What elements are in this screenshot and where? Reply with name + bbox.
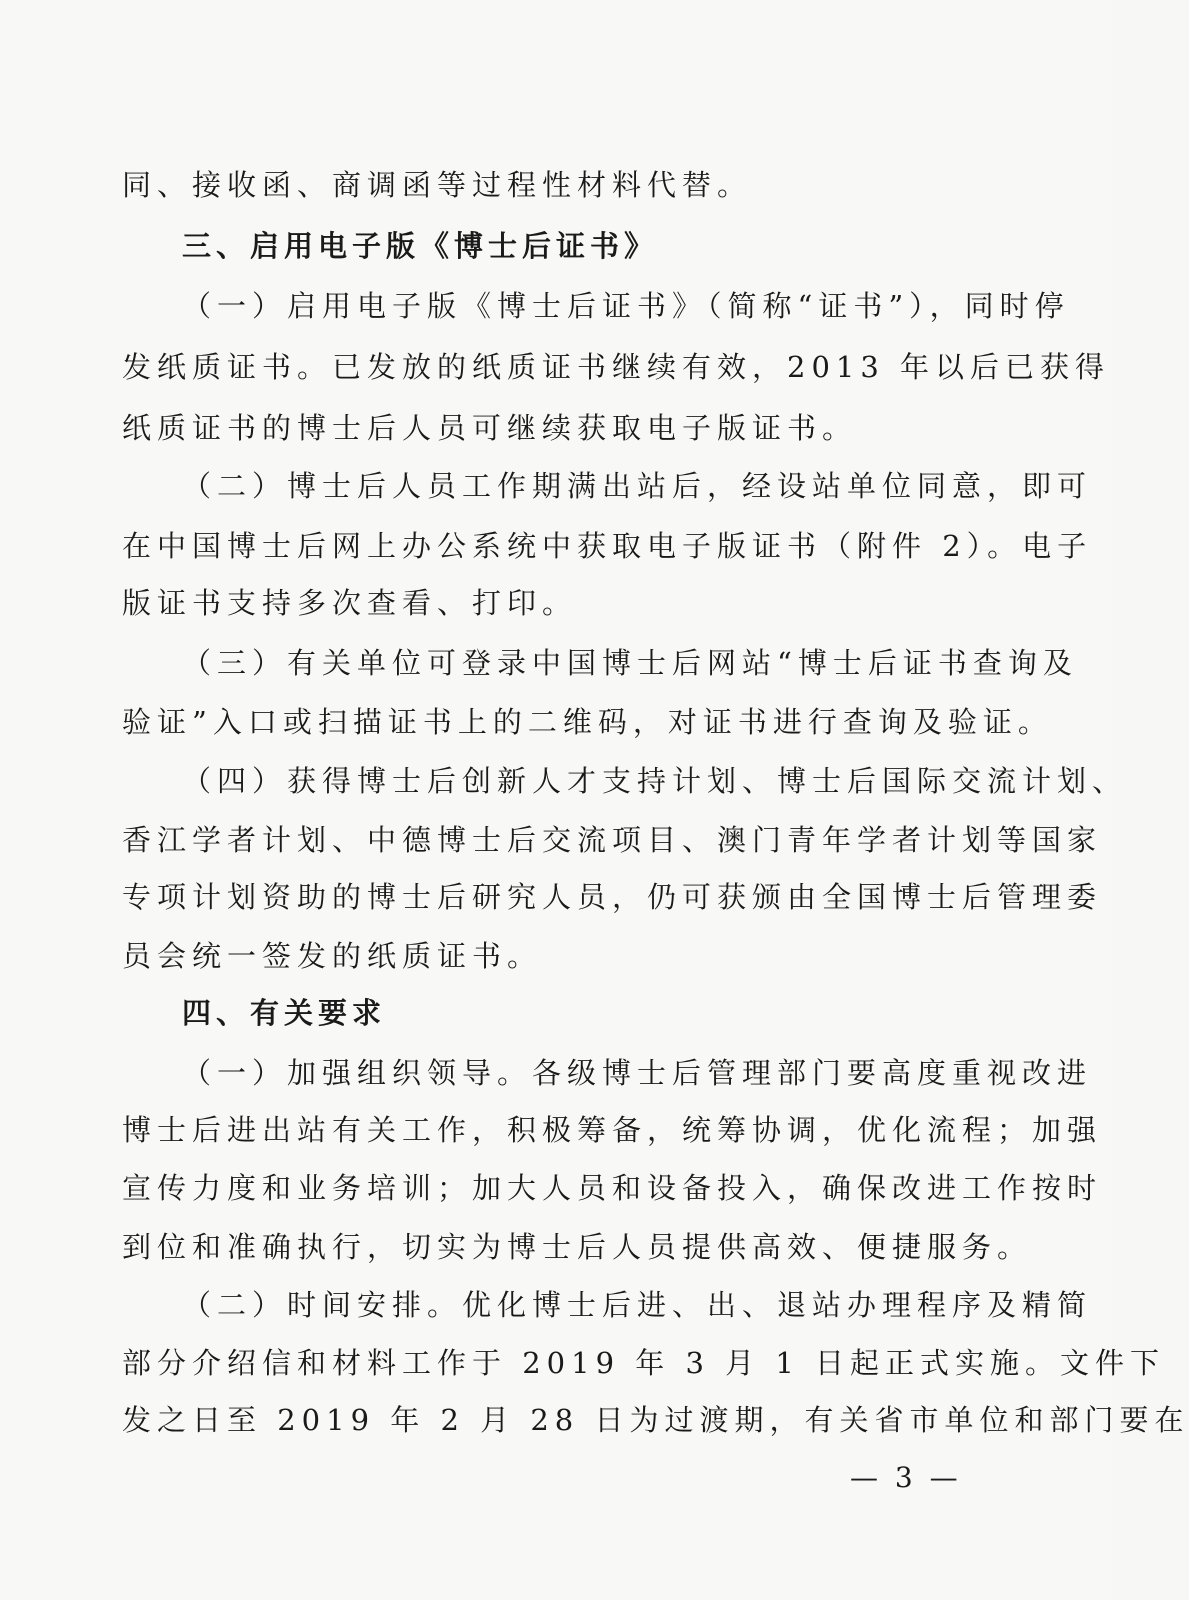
body-line: 验证”入口或扫描证书上的二维码，对证书进行查询及验证。 xyxy=(122,705,1053,739)
section-heading: 三、启用电子版《博士后证书》 xyxy=(182,229,659,263)
body-line: （二）时间安排。优化博士后进、出、退站办理程序及精简 xyxy=(182,1288,1093,1322)
body-line: （四）获得博士后创新人才支持计划、博士后国际交流计划、 xyxy=(182,764,1128,798)
body-line: 香江学者计划、中德博士后交流项目、澳门青年学者计划等国家 xyxy=(122,823,1103,857)
body-line: （二）博士后人员工作期满出站后，经设站单位同意，即可 xyxy=(182,469,1093,503)
body-line: 部分介绍信和材料工作于 2019 年 3 月 1 日起正式实施。文件下 xyxy=(122,1346,1166,1380)
body-line: （三）有关单位可登录中国博士后网站“博士后证书查询及 xyxy=(182,646,1078,680)
body-line: 同、接收函、商调函等过程性材料代替。 xyxy=(122,168,753,202)
body-line: 在中国博士后网上办公系统中获取电子版证书（附件 2）。电子 xyxy=(122,529,1093,563)
body-line: （一）加强组织领导。各级博士后管理部门要高度重视改进 xyxy=(182,1056,1093,1090)
section-heading: 四、有关要求 xyxy=(182,996,387,1030)
body-line: 博士后进出站有关工作，积极筹备，统筹协调，优化流程；加强 xyxy=(122,1113,1103,1147)
body-line: 专项计划资助的博士后研究人员，仍可获颁由全国博士后管理委 xyxy=(122,880,1103,914)
page-number: — 3 — xyxy=(850,1461,962,1494)
body-line: 纸质证书的博士后人员可继续获取电子版证书。 xyxy=(122,411,858,445)
body-line: （一）启用电子版《博士后证书》（简称“证书”），同时停 xyxy=(182,289,1070,323)
body-line: 版证书支持多次查看、打印。 xyxy=(122,586,578,620)
body-line: 发纸质证书。已发放的纸质证书继续有效，2013 年以后已获得 xyxy=(122,350,1111,384)
body-line: 员会统一签发的纸质证书。 xyxy=(122,939,543,973)
body-line: 到位和准确执行，切实为博士后人员提供高效、便捷服务。 xyxy=(122,1230,1033,1264)
body-line: 宣传力度和业务培训；加大人员和设备投入，确保改进工作按时 xyxy=(122,1171,1103,1205)
body-line: 发之日至 2019 年 2 月 28 日为过渡期，有关省市单位和部门要在 xyxy=(122,1403,1189,1437)
